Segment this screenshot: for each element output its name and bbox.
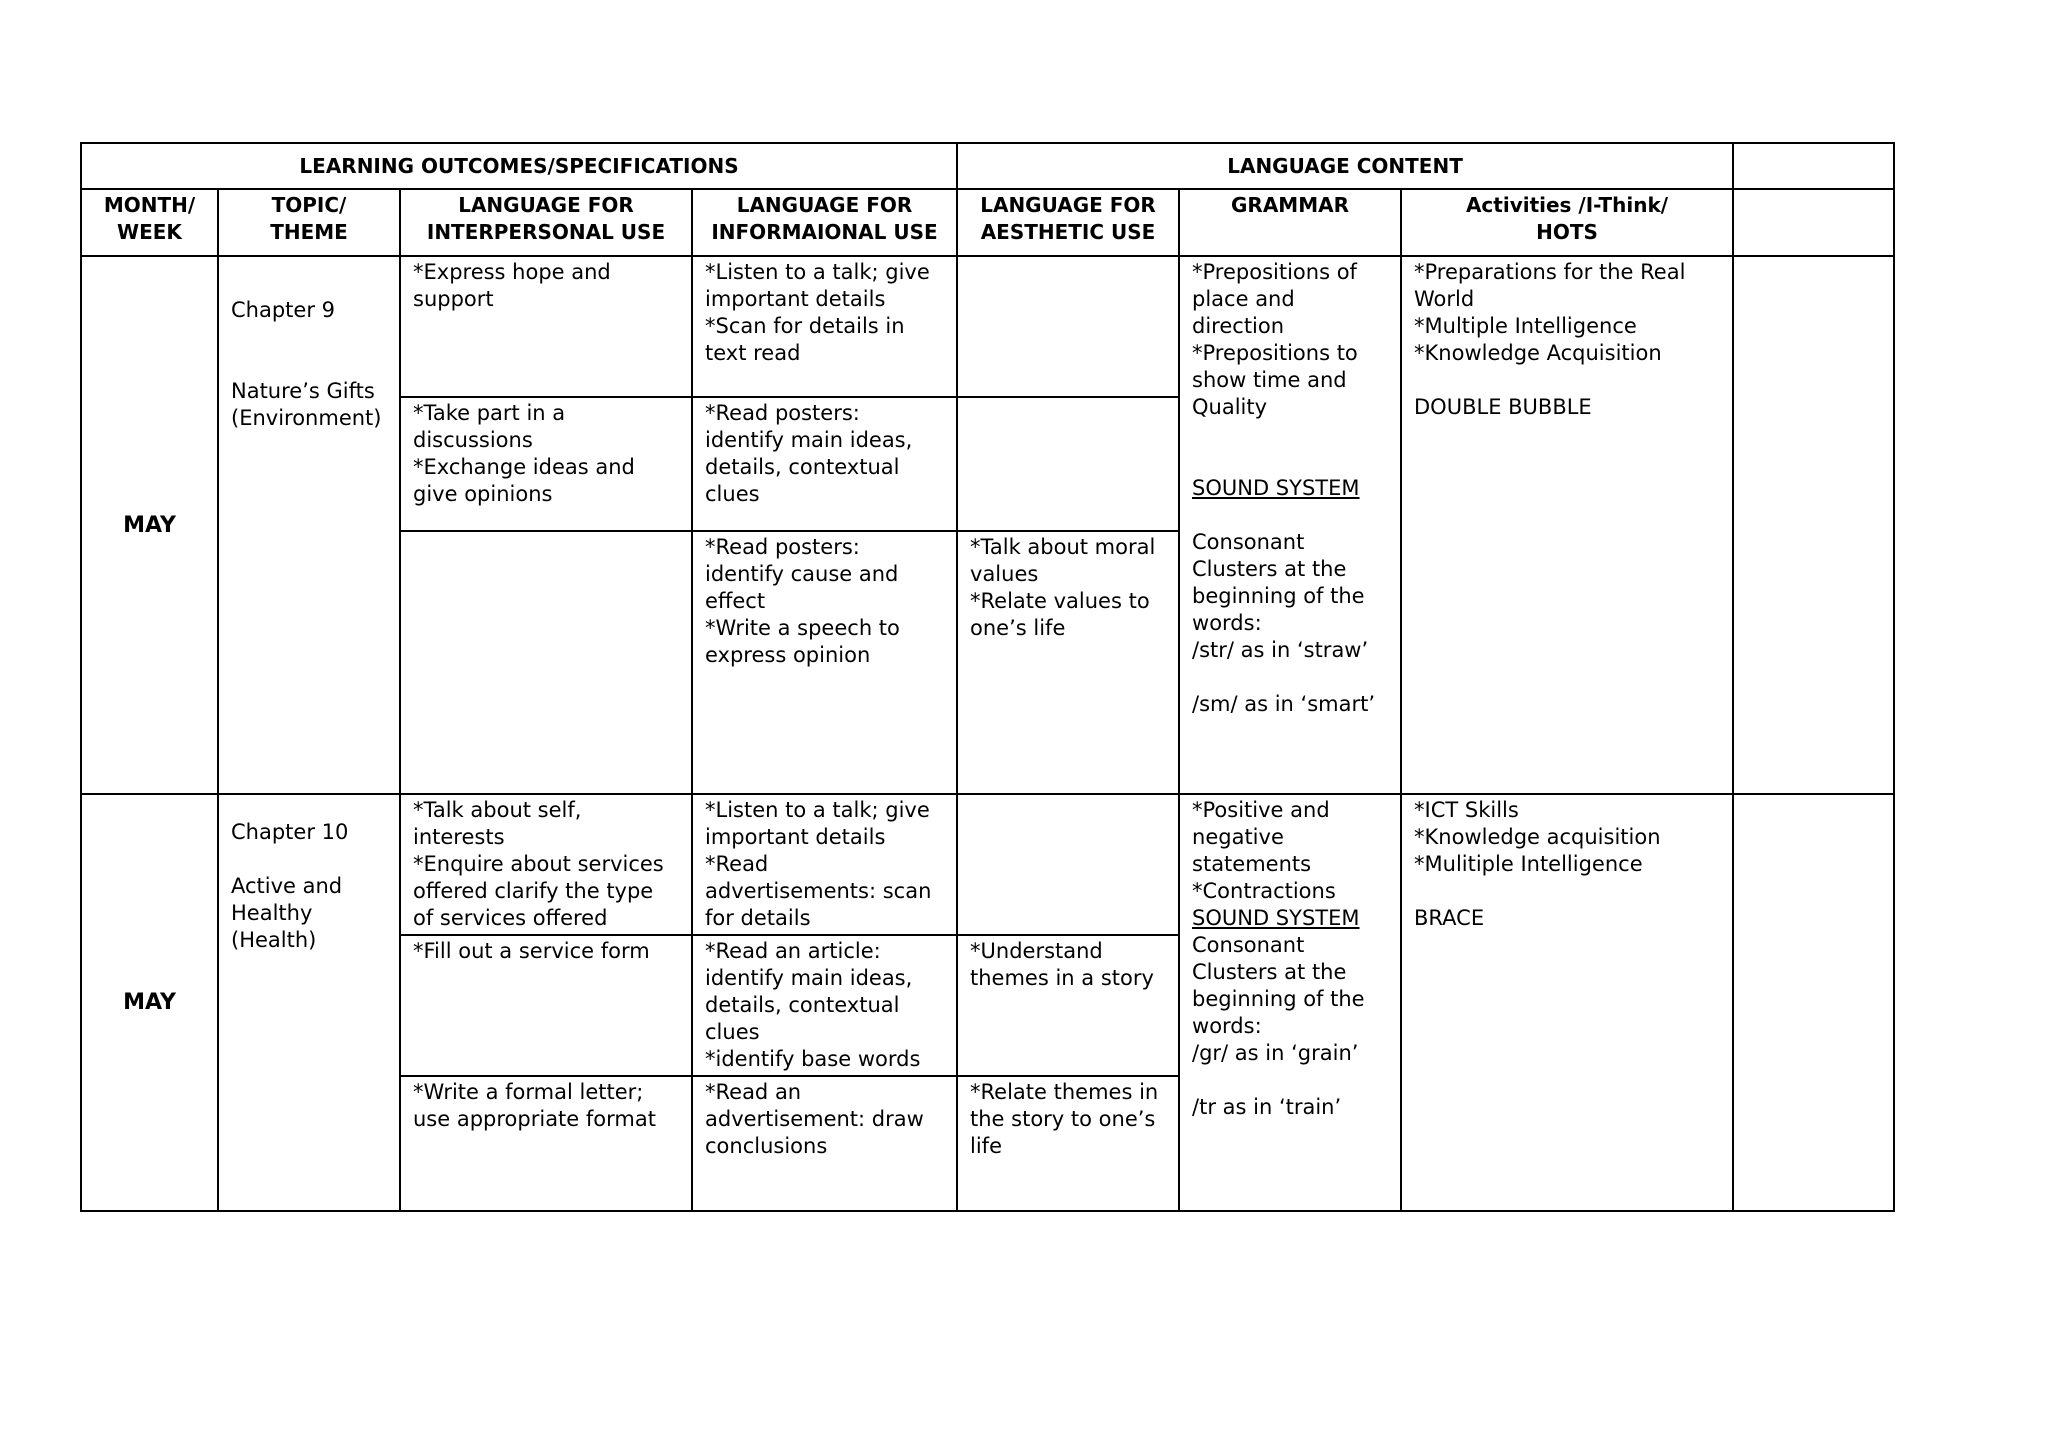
scheme-of-work-table <box>80 142 1895 1212</box>
sound-system-label: SOUND SYSTEM <box>1192 476 1360 500</box>
month-cell: MAY <box>81 794 218 1211</box>
blank-cell <box>1733 794 1894 1211</box>
chapter-label: Chapter 10 <box>231 820 349 844</box>
theme-line: (Health) <box>231 928 317 952</box>
theme-line: (Environment) <box>231 406 382 430</box>
aesthetic-cell <box>957 397 1179 531</box>
activities-cell: *Preparations for the Real World *Multiple Intelligence *Knowledge Acquisition DOUBLE BUBBLE <box>1401 256 1733 794</box>
thinking-map-label: DOUBLE BUBBLE <box>1414 395 1592 419</box>
topic-cell <box>218 794 400 1211</box>
grammar-cell: *Positive and negative statements *Contractions SOUND SYSTEM Consonant Clusters at the beginning of the words: /gr/ as in ‘grain’ /tr as in ‘train’ <box>1179 794 1401 1211</box>
aesthetic-cell <box>957 256 1179 397</box>
activities-cell: *ICT Skills *Knowledge acquisition *Mulitiple Intelligence BRACE <box>1401 794 1733 1211</box>
block2-row1 <box>81 794 1894 935</box>
interpersonal-cell: *Take part in a discussions *Exchange ideas and give opinions <box>400 397 692 531</box>
group-header-row <box>81 143 1894 189</box>
informational-cell: *Read an article: identify main ideas, details, contextual clues *identify base words <box>692 935 957 1076</box>
thinking-map-label: BRACE <box>1414 906 1485 930</box>
month-week-header: MONTH/ WEEK <box>81 189 218 256</box>
informational-header: LANGUAGE FOR INFORMAIONAL USE <box>692 189 957 256</box>
informational-cell: *Listen to a talk; give important details *Scan for details in text read <box>692 256 957 397</box>
informational-cell: *Read an advertisement: draw conclusions <box>692 1076 957 1211</box>
block1-row1 <box>81 256 1894 397</box>
theme-line: Nature’s Gifts <box>231 379 375 403</box>
learning-outcomes-header: LEARNING OUTCOMES/SPECIFICATIONS <box>81 143 957 189</box>
informational-cell: *Listen to a talk; give important details *Read advertisements: scan for details <box>692 794 957 935</box>
theme-line: Healthy <box>231 901 313 925</box>
aesthetic-cell: *Relate themes in the story to one’s life <box>957 1076 1179 1211</box>
interpersonal-cell: *Write a formal letter; use appropriate format <box>400 1076 692 1211</box>
theme-line: Active and <box>231 874 343 898</box>
activities-header: Activities /I-Think/ HOTS <box>1401 189 1733 256</box>
language-content-header: LANGUAGE CONTENT <box>957 143 1733 189</box>
sound-system-label: SOUND SYSTEM <box>1192 906 1360 930</box>
aesthetic-cell: *Talk about moral values *Relate values to one’s life <box>957 531 1179 794</box>
column-header-row <box>81 189 1894 256</box>
grammar-cell: *Prepositions of place and direction *Prepositions to show time and Quality SOUND SYSTEM Consonant Clusters at the beginning of the words: /str/ as in ‘straw’ /sm/ as in ‘smart’ <box>1179 256 1401 794</box>
blank-header-cell <box>1733 143 1894 189</box>
interpersonal-cell: *Express hope and support <box>400 256 692 397</box>
interpersonal-header: LANGUAGE FOR INTERPERSONAL USE <box>400 189 692 256</box>
topic-theme-header: TOPIC/ THEME <box>218 189 400 256</box>
informational-cell: *Read posters: identify cause and effect *Write a speech to express opinion <box>692 531 957 794</box>
blank-cell <box>1733 256 1894 794</box>
aesthetic-cell: *Understand themes in a story <box>957 935 1179 1076</box>
chapter-label: Chapter 9 <box>231 298 335 322</box>
aesthetic-header: LANGUAGE FOR AESTHETIC USE <box>957 189 1179 256</box>
topic-cell <box>218 256 400 794</box>
interpersonal-cell: *Talk about self, interests *Enquire about services offered clarify the type of services offered <box>400 794 692 935</box>
interpersonal-cell <box>400 531 692 794</box>
aesthetic-cell <box>957 794 1179 935</box>
informational-cell: *Read posters: identify main ideas, details, contextual clues <box>692 397 957 531</box>
blank-column-header <box>1733 189 1894 256</box>
interpersonal-cell: *Fill out a service form <box>400 935 692 1076</box>
month-cell: MAY <box>81 256 218 794</box>
grammar-header: GRAMMAR <box>1179 189 1401 256</box>
